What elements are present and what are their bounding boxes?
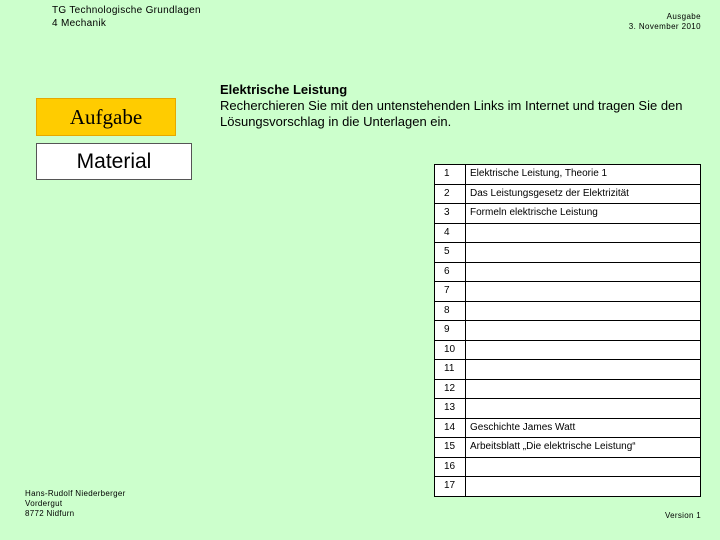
link-text (466, 223, 701, 243)
material-button[interactable]: Material (36, 143, 192, 180)
author-street: Vordergut (25, 499, 63, 508)
link-text[interactable]: Das Leistungsgesetz der Elektrizität (466, 184, 701, 204)
link-row (435, 184, 701, 204)
link-row (435, 204, 701, 224)
task-title: Elektrische Leistung (220, 82, 348, 97)
course-title: TG Technologische Grundlagen (52, 5, 201, 16)
link-row (435, 301, 701, 321)
link-row (435, 165, 701, 185)
link-number: 9 (435, 321, 466, 341)
task-description (220, 82, 690, 130)
author-info (25, 489, 126, 519)
link-row (435, 223, 701, 243)
version-label: Version 1 (664, 511, 701, 520)
link-number: 5 (435, 243, 466, 263)
link-text[interactable]: Formeln elektrische Leistung (466, 204, 701, 224)
link-row (435, 262, 701, 282)
link-number: 14 (435, 418, 466, 438)
link-row (435, 243, 701, 263)
link-row (435, 438, 701, 458)
link-text (466, 262, 701, 282)
link-number: 3 (435, 204, 466, 224)
link-number: 8 (435, 301, 466, 321)
link-number: 1 (435, 165, 466, 185)
link-number: 15 (435, 438, 466, 458)
link-text (466, 340, 701, 360)
aufgabe-button[interactable]: Aufgabe (36, 98, 176, 136)
link-text (466, 243, 701, 263)
link-row (435, 340, 701, 360)
link-text (466, 477, 701, 497)
link-text (466, 301, 701, 321)
link-row (435, 457, 701, 477)
edition-date: 3. November 2010 (628, 22, 701, 31)
link-number: 2 (435, 184, 466, 204)
edition-label: Ausgabe (666, 12, 701, 21)
link-number: 12 (435, 379, 466, 399)
author-name: Hans-Rudolf Niederberger (25, 489, 126, 498)
link-text[interactable]: Elektrische Leistung, Theorie 1 (466, 165, 701, 185)
link-text (466, 457, 701, 477)
link-number: 17 (435, 477, 466, 497)
author-city: 8772 Nidfurn (25, 509, 75, 518)
link-text[interactable]: Geschichte James Watt (466, 418, 701, 438)
edition-header (629, 12, 701, 32)
link-number: 4 (435, 223, 466, 243)
link-number: 11 (435, 360, 466, 380)
link-text[interactable]: Arbeitsblatt „Die elektrische Leistung“ (466, 438, 701, 458)
link-row (435, 282, 701, 302)
link-row (435, 418, 701, 438)
link-text (466, 399, 701, 419)
link-number: 16 (435, 457, 466, 477)
link-row (435, 477, 701, 497)
link-text (466, 282, 701, 302)
link-number: 10 (435, 340, 466, 360)
link-number: 6 (435, 262, 466, 282)
link-number: 13 (435, 399, 466, 419)
link-text (466, 321, 701, 341)
task-text: Recherchieren Sie mit den untenstehenden Links im Internet und tragen Sie den Lösungsvorschlag in die Unterlagen ein. (220, 98, 683, 129)
link-row (435, 360, 701, 380)
link-row (435, 379, 701, 399)
course-subtitle: 4 Mechanik (52, 18, 107, 29)
link-text (466, 379, 701, 399)
link-row (435, 399, 701, 419)
link-row (435, 321, 701, 341)
course-header (52, 4, 201, 30)
link-text (466, 360, 701, 380)
link-number: 7 (435, 282, 466, 302)
links-table (434, 164, 701, 497)
